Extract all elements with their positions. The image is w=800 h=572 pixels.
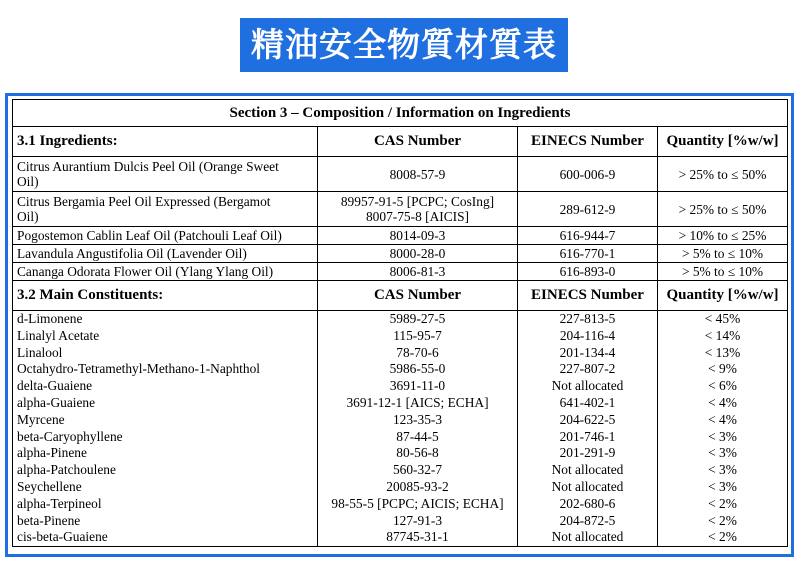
constituent-quantity: < 13% — [704, 344, 741, 360]
ingredient-row — [13, 192, 788, 227]
ingredient-name — [13, 263, 318, 281]
ingredients-header-cas: CAS Number — [318, 127, 518, 157]
ingredient-cas-line: 8000-28-0 — [389, 246, 446, 261]
constituent-einecs: 201-291-9 — [559, 445, 616, 461]
constituent-quantity-cell — [658, 311, 788, 547]
ingredient-einecs: 616-770-1 — [518, 245, 658, 263]
ingredient-cas — [318, 227, 518, 245]
ingredient-cas-line: 8006-81-3 — [389, 264, 446, 279]
constituent-einecs: 227-807-2 — [559, 361, 616, 377]
constituent-einecs: 204-116-4 — [559, 327, 616, 343]
constituents-header-einecs: EINECS Number — [518, 281, 658, 311]
ingredient-name — [13, 245, 318, 263]
constituents-header-row — [13, 281, 788, 311]
constituent-quantity: < 3% — [708, 428, 737, 444]
constituent-quantity: < 6% — [708, 378, 737, 394]
ingredient-name-line: Citrus Bergamia Peel Oil Expressed (Bergamot — [17, 194, 271, 209]
constituent-einecs: 202-680-6 — [559, 495, 616, 511]
ingredient-einecs: 616-893-0 — [518, 263, 658, 281]
ingredient-quantity: > 5% to ≤ 10% — [658, 263, 788, 281]
constituent-einecs: Not allocated — [551, 462, 624, 478]
ingredient-row — [13, 263, 788, 281]
ingredient-cas — [318, 263, 518, 281]
ingredients-header-name: 3.1 Ingredients: — [13, 127, 318, 157]
ingredient-name-line: Pogostemon Cablin Leaf Oil (Patchouli Leaf Oil) — [17, 228, 282, 243]
constituent-einecs: 204-872-5 — [559, 512, 616, 528]
ingredients-header-quantity: Quantity [%w/w] — [658, 127, 788, 157]
ingredient-name-line: Oil) — [17, 209, 39, 224]
constituent-einecs-cell — [518, 311, 658, 547]
constituent-name: beta-Caryophyllene — [17, 428, 123, 444]
constituent-name: cis-beta-Guaiene — [17, 529, 108, 545]
section-title-row — [13, 100, 788, 127]
ingredient-einecs: 616-944-7 — [518, 227, 658, 245]
ingredient-cas — [318, 245, 518, 263]
constituent-cas: 3691-12-1 [AICS; ECHA] — [346, 394, 489, 410]
ingredient-cas — [318, 192, 518, 227]
constituent-cas: 560-32-7 — [392, 462, 443, 478]
constituent-cas: 87-44-5 — [396, 428, 439, 444]
constituent-einecs: 204-622-5 — [559, 411, 616, 427]
constituent-quantity: < 9% — [708, 361, 737, 377]
constituent-einecs: 201-134-4 — [559, 344, 616, 360]
constituent-einecs: 201-746-1 — [559, 428, 616, 444]
constituent-quantity: < 3% — [708, 462, 737, 478]
ingredients-header-einecs: EINECS Number — [518, 127, 658, 157]
constituent-quantity: < 4% — [708, 411, 737, 427]
constituent-einecs: 227-813-5 — [559, 311, 616, 326]
ingredient-einecs: 600-006-9 — [518, 157, 658, 192]
constituent-quantity: < 45% — [704, 311, 741, 326]
constituent-quantity: < 4% — [708, 394, 737, 410]
constituent-einecs: 641-402-1 — [559, 394, 616, 410]
constituent-quantity: < 3% — [708, 478, 737, 494]
ingredient-einecs: 289-612-9 — [518, 192, 658, 227]
ingredient-quantity: > 10% to ≤ 25% — [658, 227, 788, 245]
constituents-header-cas: CAS Number — [318, 281, 518, 311]
ingredients-header-row — [13, 127, 788, 157]
constituent-name: Myrcene — [17, 411, 65, 427]
banner-title: 精油安全物質材質表 — [240, 18, 568, 72]
constituent-cas: 123-35-3 — [392, 411, 443, 427]
ingredient-cas-line: 8014-09-3 — [389, 228, 446, 243]
constituent-cas: 98-55-5 [PCPC; AICIS; ECHA] — [331, 495, 504, 511]
constituent-name: Octahydro-Tetramethyl-Methano-1-Naphthol — [17, 361, 260, 377]
section-title: Section 3 – Composition / Information on Ingredients — [13, 100, 788, 127]
constituent-einecs: Not allocated — [551, 529, 624, 545]
constituent-einecs: Not allocated — [551, 478, 624, 494]
ingredient-row — [13, 227, 788, 245]
constituent-name: Linalyl Acetate — [17, 327, 100, 343]
ingredient-cas-line: 89957-91-5 [PCPC; CosIng] — [340, 194, 495, 209]
composition-table — [12, 99, 788, 547]
constituent-einecs: Not allocated — [551, 378, 624, 394]
constituent-name: Linalool — [17, 344, 63, 360]
constituent-quantity: < 14% — [704, 327, 741, 343]
ingredient-quantity: > 5% to ≤ 10% — [658, 245, 788, 263]
ingredient-name-line: Citrus Aurantium Dulcis Peel Oil (Orange Sweet — [17, 159, 279, 174]
constituent-name: delta-Guaiene — [17, 378, 93, 394]
ingredient-name — [13, 157, 318, 192]
ingredient-cas-line: 8008-57-9 — [389, 166, 446, 182]
constituents-header-quantity: Quantity [%w/w] — [658, 281, 788, 311]
constituent-cas: 80-56-8 — [396, 445, 439, 461]
constituent-cas: 87745-31-1 — [386, 529, 449, 545]
constituent-quantity: < 3% — [708, 445, 737, 461]
constituent-name: alpha-Guaiene — [17, 394, 96, 410]
constituent-cas: 5986-55-0 — [389, 361, 446, 377]
constituent-quantity: < 2% — [708, 529, 737, 545]
constituents-header-name: 3.2 Main Constituents: — [13, 281, 318, 311]
constituent-name: d-Limonene — [17, 311, 83, 326]
constituent-name: alpha-Terpineol — [17, 495, 102, 511]
constituent-cas-cell — [318, 311, 518, 547]
ingredient-row — [13, 157, 788, 192]
constituent-name: beta-Pinene — [17, 512, 81, 528]
constituent-cas: 127-91-3 — [392, 512, 443, 528]
constituent-cas: 78-70-6 — [396, 344, 439, 360]
constituent-name: alpha-Patchoulene — [17, 462, 116, 478]
constituent-name: Seychellene — [17, 478, 82, 494]
ingredient-name-line: Oil) — [17, 174, 39, 189]
constituent-quantity: < 2% — [708, 512, 737, 528]
ingredient-row — [13, 245, 788, 263]
ingredient-name-line: Cananga Odorata Flower Oil (Ylang Ylang Oil) — [17, 264, 274, 279]
constituent-cas: 5989-27-5 — [389, 311, 446, 326]
constituents-block — [13, 311, 788, 547]
constituent-cas: 3691-11-0 — [389, 378, 446, 394]
constituent-quantity: < 2% — [708, 495, 737, 511]
ingredient-name-line: Lavandula Angustifolia Oil (Lavender Oil) — [17, 246, 247, 261]
ingredient-name — [13, 227, 318, 245]
constituent-names-cell — [13, 311, 318, 547]
ingredient-name — [13, 192, 318, 227]
ingredient-quantity: > 25% to ≤ 50% — [658, 192, 788, 227]
ingredient-cas-line: 8007-75-8 [AICIS] — [365, 209, 470, 224]
constituent-cas: 20085-93-2 — [386, 478, 449, 494]
constituent-name: alpha-Pinene — [17, 445, 87, 461]
ingredient-cas — [318, 157, 518, 192]
constituent-cas: 115-95-7 — [393, 327, 442, 343]
ingredient-quantity: > 25% to ≤ 50% — [658, 157, 788, 192]
